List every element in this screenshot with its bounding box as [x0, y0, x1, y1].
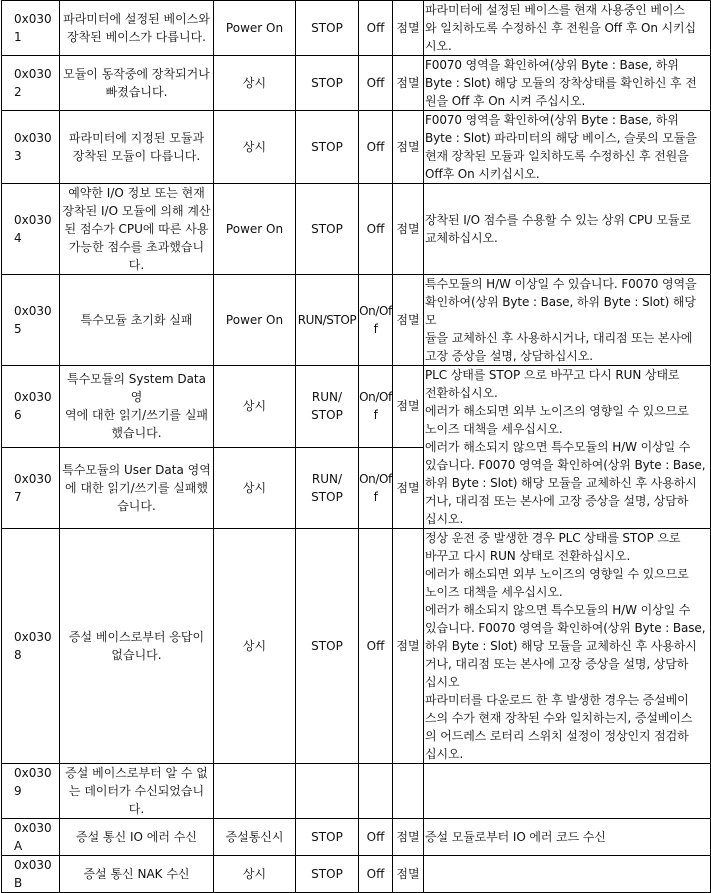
table-row: [2, 764, 711, 819]
led-state: 점멸: [393, 184, 424, 275]
error-description: 특수모듈의 User Data 영역 에 대한 읽기/쓰기를 실패했 습니다.: [60, 447, 214, 529]
led-state: 점멸: [393, 529, 424, 764]
led-state: [393, 764, 424, 819]
error-code: 0x0304: [2, 184, 60, 275]
error-code: 0x0302: [2, 56, 60, 111]
table-row: [2, 529, 711, 764]
error-code: 0x0303: [2, 111, 60, 184]
led-state: 점멸: [393, 111, 424, 184]
led-state: 점멸: [393, 447, 424, 529]
corrective-action: PLC 상태를 STOP 으로 바꾸고 다시 RUN 상태로 전환하십시오. 에러가 해소되면 외부 노이즈의 영향일 수 있으므로 노이즈 대책을 세우십시오. 에러가 해소되지 않으면 특수모듈의 H/W 이상일 수 있습니다. F0070 영역을 확인하여(상위 Byte : Base, 하위 Byte : Slot) 해당 모듈을 교체하신 후 사용하시 거나, 대리점 또는 본사에 고장 증상을 설명, 상담하 십시오.: [424, 366, 711, 529]
led-status: Off: [359, 529, 393, 764]
error-code: 0x030B: [2, 856, 60, 893]
table-row: [2, 56, 711, 111]
table-row: [2, 366, 711, 448]
corrective-action: 증설 모듈로부터 IO 에러 코드 수신: [424, 819, 711, 856]
corrective-action: 특수모듈의 H/W 이상일 수 있습니다. F0070 영역을 확인하여(상위 Byte : Base, 하위 Byte : Slot) 해당 모 듈을 교체하신 후 사용하시거나, 대리점 또는 본사에 고장 증상을 설명, 상담하십시오.: [424, 275, 711, 366]
detection-timing: 상시: [214, 56, 296, 111]
run-status: RUN/ STOP: [296, 447, 359, 529]
detection-timing: 상시: [214, 366, 296, 448]
error-description: 예약한 I/O 정보 또는 현재 장착된 I/O 모듈에 의해 계산 된 점수가 CPU에 따른 사용 가능한 점수를 초과했습니 다.: [60, 184, 214, 275]
run-status: STOP: [296, 111, 359, 184]
run-status: STOP: [296, 856, 359, 893]
table-row: [2, 856, 711, 893]
corrective-action: 정상 운전 중 발생한 경우 PLC 상태를 STOP 으로 바꾸고 다시 RUN 상태로 전환하십시오. 에러가 해소되면 외부 노이즈의 영향일 수 있으므로 노이즈 대책을 세우십시오. 에러가 해소되지 않으면 특수모듈의 H/W 이상일 수 있습니다. F0070 영역을 확인하여(상위 Byte : Base, 하위 Byte : Slot) 해당 모듈을 교체하신 후 사용하시 거나, 대리점 또는 본사에 고장 증상을 설명, 상담하 십시오 파라미터를 다운로드 한 후 발생한 경우는 증설베이 스의 수가 현재 장착된 수와 일치하는지, 증설베이스 의 어드레스 로터리 스위치 설정이 정상인지 점검하 십시오.: [424, 529, 711, 764]
corrective-action: F0070 영역을 확인하여(상위 Byte : Base, 하위 Byte : Slot) 해당 모듈의 장착상태를 확인하신 후 전 원을 Off 후 On 시켜 주십시오.: [424, 56, 711, 111]
led-status: On/Off: [359, 275, 393, 366]
error-description: 증설 통신 IO 에러 수신: [60, 819, 214, 856]
corrective-action: [424, 856, 711, 893]
led-status: On/Off: [359, 366, 393, 448]
run-status: STOP: [296, 56, 359, 111]
error-code: 0x0307: [2, 447, 60, 529]
error-code: 0x0309: [2, 764, 60, 819]
run-status: RUN/ STOP: [296, 366, 359, 448]
run-status: RUN/STOP: [296, 275, 359, 366]
error-description: 파라미터에 지정된 모듈과 장착된 모듈이 다릅니다.: [60, 111, 214, 184]
led-state: 점멸: [393, 1, 424, 56]
error-code: 0x030A: [2, 819, 60, 856]
table-row: [2, 1, 711, 56]
led-status: Off: [359, 1, 393, 56]
table-row: [2, 184, 711, 275]
detection-timing: Power On: [214, 184, 296, 275]
led-status: Off: [359, 819, 393, 856]
table-row: [2, 275, 711, 366]
corrective-action: F0070 영역을 확인하여(상위 Byte : Base, 하위 Byte : Slot) 파라미터의 해당 베이스, 슬롯의 모듈을 현재 장착된 모듈과 일치하도록 수정하신 후 전원을 Off후 On 시키십시오.: [424, 111, 711, 184]
run-status: STOP: [296, 184, 359, 275]
error-code: 0x0306: [2, 366, 60, 448]
detection-timing: 증설통신시: [214, 819, 296, 856]
run-status: STOP: [296, 529, 359, 764]
error-description: 파라미터에 설정된 베이스와 장착된 베이스가 다릅니다.: [60, 1, 214, 56]
run-status: STOP: [296, 1, 359, 56]
led-status: Off: [359, 56, 393, 111]
error-description: 증설 베이스로부터 알 수 없 는 데이터가 수신되었습니 다.: [60, 764, 214, 819]
led-status: On/Off: [359, 447, 393, 529]
detection-timing: Power On: [214, 275, 296, 366]
led-status: Off: [359, 856, 393, 893]
table-row: [2, 111, 711, 184]
detection-timing: 상시: [214, 529, 296, 764]
table-row: [2, 819, 711, 856]
led-state: 점멸: [393, 275, 424, 366]
error-code: 0x0308: [2, 529, 60, 764]
error-code: 0x0305: [2, 275, 60, 366]
led-status: Off: [359, 184, 393, 275]
error-code-table: [1, 0, 711, 893]
detection-timing: 상시: [214, 856, 296, 893]
corrective-action: 파라미터에 설정된 베이스를 현재 사용중인 베이스 와 일치하도록 수정하신 후 전원을 Off 후 On 시키십 시오.: [424, 1, 711, 56]
led-status: [359, 764, 393, 819]
run-status: [296, 764, 359, 819]
corrective-action: 장착된 I/O 점수를 수용할 수 있는 상위 CPU 모듈로 교체하십시오.: [424, 184, 711, 275]
detection-timing: [214, 764, 296, 819]
corrective-action: [424, 764, 711, 819]
error-description: 특수모듈 초기화 실패: [60, 275, 214, 366]
error-description: 증설 통신 NAK 수신: [60, 856, 214, 893]
detection-timing: 상시: [214, 111, 296, 184]
error-description: 증설 베이스로부터 응답이 없습니다.: [60, 529, 214, 764]
led-state: 점멸: [393, 56, 424, 111]
detection-timing: 상시: [214, 447, 296, 529]
led-state: 점멸: [393, 856, 424, 893]
run-status: STOP: [296, 819, 359, 856]
led-status: Off: [359, 111, 393, 184]
error-description: 모듈이 동작중에 장착되거나 빠졌습니다.: [60, 56, 214, 111]
led-state: 점멸: [393, 819, 424, 856]
led-state: 점멸: [393, 366, 424, 448]
error-description: 특수모듈의 System Data 영 역에 대한 읽기/쓰기를 실패 했습니다.: [60, 366, 214, 448]
detection-timing: Power On: [214, 1, 296, 56]
error-code: 0x0301: [2, 1, 60, 56]
